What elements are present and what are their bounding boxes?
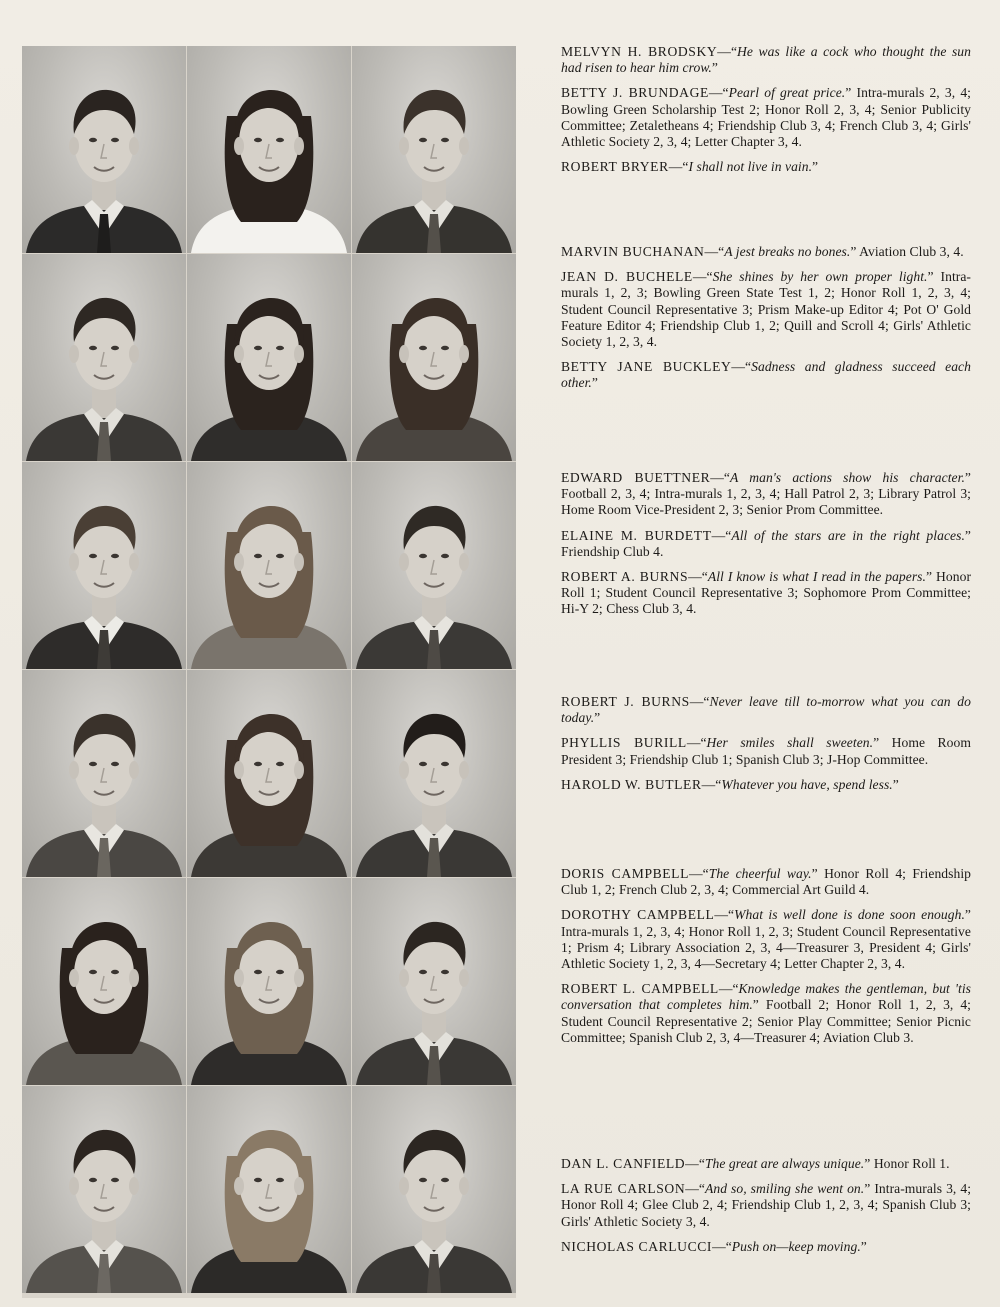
student-quote: Never leave till to-morrow what you can do today. [561, 694, 971, 726]
student-portrait-photo [187, 46, 351, 253]
biography-entry: DAN L. CANFIELD—“The great are always unique.” Honor Roll 1. [561, 1156, 950, 1171]
student-quote: Her smiles shall sweeten. [706, 735, 874, 751]
student-activities: Intra-murals 2, 3, 4; Bowling Green Scholarship Test 2; Honor Roll 2, 3, 4; Senior Publicity Committee; Zetaletheans 4; Friendship Club 3, 4; French Club 3, 4; Girls' Athletic Society 2, 3, 4; Letter Chapter 3, 4. [561, 85, 971, 150]
student-name: DOROTHY CAMPBELL [561, 907, 715, 923]
student-quote: Sadness and gladness succeed each other. [561, 359, 971, 391]
student-activities: Intra-murals 3, 4; Honor Roll 4; Glee Club 2, 4; Friendship Club 1, 2, 3, 4; Spanish Club 3; Girls' Athletic Society 3, 4. [561, 1181, 972, 1229]
student-quote: The cheerful way. [708, 866, 812, 881]
student-quote: All I know is what I read in the papers. [707, 569, 926, 585]
student-activities: Honor Roll 4; Friendship Club 1, 2; French Club 2, 3, 4; Commercial Art Guild 4. [561, 866, 971, 898]
student-portrait-photo [22, 670, 186, 877]
student-quote: All of the stars are in the right places. [731, 527, 965, 543]
student-portrait-photo [22, 254, 186, 461]
student-quote: She shines by her own proper light. [712, 269, 928, 285]
biography-entry: ROBERT A. BURNS—“All I know is what I read in the papers.” Honor Roll 1; Student Council Representative 3; Sophomore Prom Committee; Hi-Y 2; Chess Club 3, 4. [561, 569, 972, 617]
student-quote: Whatever you have, spend less. [721, 776, 893, 792]
student-portrait-photo [187, 878, 351, 1085]
student-activities: Intra-murals 1, 2, 3, 4; Honor Roll 1, 2, 3; Student Council Representative 1; Prism 4; Library Association 2, 3, 4—Treasurer 3, President 4; Girls' Athletic Society 1, 2, 3, 4—Secretary 4; Letter Chapter 2, 3, 4. [561, 923, 971, 972]
biography-group-1 [561, 44, 971, 184]
biography-entry: ROBERT J. BURNS—“Never leave till to-morrow what you can do today.” [561, 694, 971, 726]
student-name: LA RUE CARLSON [561, 1181, 686, 1197]
biography-entry: HAROLD W. BUTLER—“Whatever you have, spend less.” [561, 776, 899, 792]
student-activities: Honor Roll 1. [873, 1156, 950, 1171]
biography-group-3 [561, 470, 971, 627]
biography-group-4 [561, 694, 971, 802]
student-portrait-photo [187, 462, 351, 669]
student-activities: Football 2; Honor Roll 1, 2, 3, 4; Student Council Representative 2; Senior Play Committee; Senior Picnic Committee; Spanish Club 2, 3, 4—Treasurer 4; Aviation Club 3. [561, 997, 971, 1045]
biography-entry: NICHOLAS CARLUCCI—“Push on—keep moving.” [561, 1238, 867, 1254]
student-name: NICHOLAS CARLUCCI [561, 1238, 713, 1254]
student-name: ROBERT BRYER [561, 159, 669, 175]
student-quote: He was like a cock who thought the sun had risen to hear him crow. [561, 44, 971, 76]
student-activities: Football 2, 3, 4; Intra-murals 1, 2, 3, 4; Hall Patrol 2, 3; Library Patrol 3; Home Room Vice-President 2, 3; Senior Prom Committee. [561, 486, 971, 518]
biography-entry: PHYLLIS BURILL—“Her smiles shall sweeten.” Home Room President 3; Friendship Club 1; Spanish Club 3; J-Hop Committee. [561, 735, 971, 767]
student-quote: A man's actions show his character. [730, 470, 965, 485]
biography-entry: BETTY JANE BUCKLEY—“Sadness and gladness succeed each other.” [561, 359, 971, 391]
student-quote: The great are always unique. [704, 1156, 865, 1171]
student-activities: Honor Roll 1; Student Council Representative 3; Sophomore Prom Committee; Hi-Y 2; Chess Club 3, 4. [561, 569, 972, 617]
biography-entry: ELAINE M. BURDETT—“All of the stars are in the right places.” Friendship Club 4. [561, 527, 971, 559]
student-portrait-photo [352, 46, 516, 253]
student-quote: And so, smiling she went on. [705, 1181, 865, 1197]
student-name: PHYLLIS BURILL [561, 735, 687, 751]
student-portrait-photo [352, 670, 516, 877]
student-activities: Home Room President 3; Friendship Club 1; Spanish Club 3; J-Hop Committee. [561, 735, 971, 767]
biography-entry: DOROTHY CAMPBELL—“What is well done is done soon enough.” Intra-murals 1, 2, 3, 4; Honor Roll 1, 2, 3; Student Council Representative 1; Prism 4; Library Association 2, 3, 4—Treasurer 3, President 4; Girls' Athletic Society 1, 2, 3, 4—Secretary 4; Letter Chapter 2, 3, 4. [561, 907, 971, 972]
student-name: MELVYN H. BRODSKY [561, 44, 718, 59]
student-portrait-photo [187, 254, 351, 461]
student-portrait-photo [22, 1086, 186, 1293]
biography-entry: BETTY J. BRUNDAGE—“Pearl of great price.” Intra-murals 2, 3, 4; Bowling Green Scholarship Test 2; Honor Roll 2, 3, 4; Senior Publicity Committee; Zetaletheans 4; Friendship Club 3, 4; French Club 3, 4; Girls' Athletic Society 2, 3, 4; Letter Chapter 3, 4. [561, 85, 971, 150]
student-name: EDWARD BUETTNER [561, 470, 711, 485]
student-portrait-photo [22, 46, 186, 253]
student-quote: Pearl of great price. [728, 85, 846, 101]
student-portrait-photo [22, 462, 186, 669]
student-name: MARVIN BUCHANAN [561, 244, 705, 259]
biography-entry: MARVIN BUCHANAN—“A jest breaks no bones.” Aviation Club 3, 4. [561, 244, 964, 259]
biography-entry: JEAN D. BUCHELE—“She shines by her own proper light.” Intra-murals 1, 2, 3; Bowling Green State Test 1, 2; Honor Roll 1, 2, 3, 4; Student Council Representative 3; Prism Make-up Editor 4; Pot O' Gold Feature Editor 4; Friendship Club 1, 2; Quill and Scroll 4; Girls' Athletic Society 1, 2, 3, 4. [561, 269, 972, 350]
student-name: DAN L. CANFIELD [561, 1156, 686, 1171]
biography-entry: EDWARD BUETTNER—“A man's actions show his character.” Football 2, 3, 4; Intra-murals 1, 2, 3, 4; Hall Patrol 2, 3; Library Patrol 3; Home Room Vice-President 2, 3; Senior Prom Committee. [561, 470, 971, 518]
biography-group-5 [561, 866, 971, 1055]
biography-entry: ROBERT L. CAMPBELL—“Knowledge makes the gentleman, but 'tis conversation that completes him.” Football 2; Honor Roll 1, 2, 3, 4; Student Council Representative 2; Senior Play Committee; Senior Picnic Committee; Spanish Club 2, 3, 4—Treasurer 4; Aviation Club 3. [561, 981, 971, 1045]
student-name: JEAN D. BUCHELE [561, 269, 693, 285]
student-name: ROBERT L. CAMPBELL [561, 981, 719, 997]
biography-group-2 [561, 244, 971, 401]
student-quote: Push on—keep moving. [731, 1238, 861, 1254]
student-quote: I shall not live in vain. [688, 159, 813, 175]
biography-entry: DORIS CAMPBELL—“The cheerful way.” Honor Roll 4; Friendship Club 1, 2; French Club 2, 3, 4; Commercial Art Guild 4. [561, 866, 971, 898]
portrait-grid [22, 46, 516, 1298]
student-name: ELAINE M. BURDETT [561, 527, 712, 543]
student-activities: Aviation Club 3, 4. [859, 244, 964, 259]
student-portrait-photo [187, 1086, 351, 1293]
biography-entry: ROBERT BRYER—“I shall not live in vain.” [561, 159, 819, 175]
student-name: DORIS CAMPBELL [561, 866, 689, 881]
student-name: BETTY J. BRUNDAGE [561, 85, 709, 101]
student-quote: Knowledge makes the gentleman, but 'tis conversation that completes him. [561, 981, 971, 1013]
student-activities: Intra-murals 1, 2, 3; Bowling Green State Test 1, 2; Honor Roll 1, 2, 3, 4; Student Council Representative 3; Prism Make-up Editor 4; Pot O' Gold Feature Editor 4; Friendship Club 1, 2; Quill and Scroll 4; Girls' Athletic Society 1, 2, 3, 4. [561, 269, 972, 350]
student-portrait-photo [187, 670, 351, 877]
biography-group-6 [561, 1156, 971, 1264]
biography-entry: MELVYN H. BRODSKY—“He was like a cock who thought the sun had risen to hear him crow.” [561, 44, 971, 76]
student-portrait-photo [22, 878, 186, 1085]
biography-entry: LA RUE CARLSON—“And so, smiling she went on.” Intra-murals 3, 4; Honor Roll 4; Glee Club 2, 4; Friendship Club 1, 2, 3, 4; Spanish Club 3; Girls' Athletic Society 3, 4. [561, 1181, 972, 1229]
student-name: ROBERT J. BURNS [561, 694, 690, 709]
student-quote: A jest breaks no bones. [724, 244, 851, 259]
student-portrait-photo [352, 462, 516, 669]
student-portrait-photo [352, 254, 516, 461]
student-quote: What is well done is done soon enough. [734, 907, 965, 923]
student-name: BETTY JANE BUCKLEY [561, 359, 732, 375]
student-portrait-photo [352, 1086, 516, 1293]
student-name: ROBERT A. BURNS [561, 569, 689, 585]
student-activities: Friendship Club 4. [561, 543, 664, 559]
student-portrait-photo [352, 878, 516, 1085]
student-name: HAROLD W. BUTLER [561, 776, 702, 792]
